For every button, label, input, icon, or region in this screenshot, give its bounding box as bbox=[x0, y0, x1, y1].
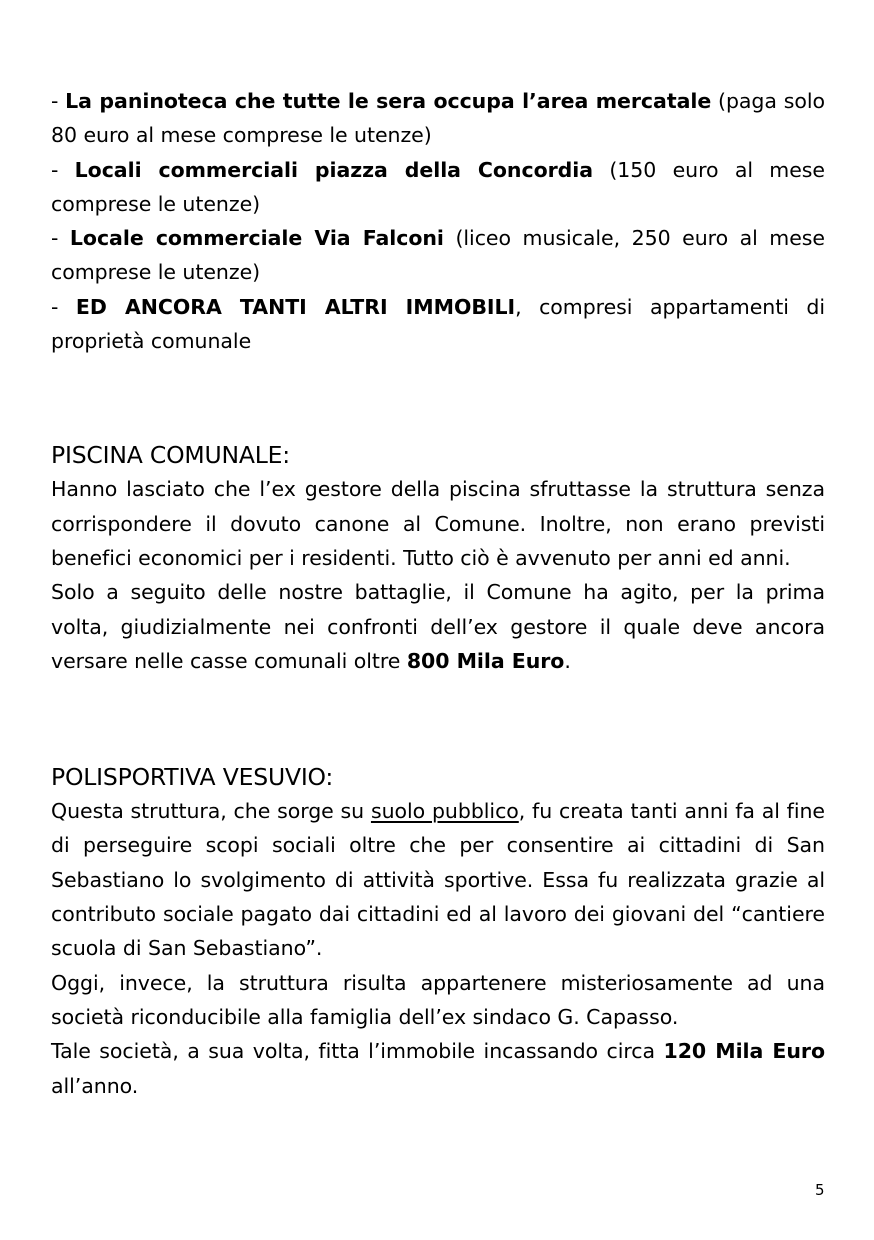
property-list bbox=[51, 84, 825, 358]
text-run: Solo a seguito delle nostre battaglie, il Comune ha agito, per la prima volta, giudizialmente nei confronti dell’ex gestore il quale deve ancora versare nelle casse comunali oltre bbox=[51, 580, 825, 673]
text-run: Tale società, a sua volta, fitta l’immobile incassando circa bbox=[51, 1039, 664, 1064]
section-spacer bbox=[51, 358, 825, 438]
page-content bbox=[51, 84, 825, 1103]
amount-highlight: 120 Mila Euro bbox=[663, 1039, 825, 1064]
text-run: Questa struttura, che sorge su bbox=[51, 799, 371, 824]
piscina-paragraph-2 bbox=[51, 575, 825, 678]
piscina-paragraph-1: Hanno lasciato che l’ex gestore della piscina sfruttasse la struttura senza corrispondere il dovuto canone al Comune. Inoltre, non erano previsti benefici economici per i residenti. Tutto ciò è avvenuto per anni ed anni. bbox=[51, 477, 825, 570]
underlined-text: suolo pubblico bbox=[370, 799, 519, 824]
polisportiva-paragraph-2: Oggi, invece, la struttura risulta appartenere misteriosamente ad una società riconducibile alla famiglia dell’ex sindaco G. Capasso. bbox=[51, 970, 825, 1029]
amount-highlight: 800 Mila Euro bbox=[406, 648, 565, 673]
list-item-falconi bbox=[51, 221, 825, 290]
list-item-paninoteca bbox=[51, 84, 825, 153]
page-number: 5 bbox=[815, 1181, 825, 1199]
text-run: all’anno. bbox=[51, 1073, 139, 1098]
polisportiva-paragraph-1 bbox=[51, 794, 825, 965]
section-spacer bbox=[51, 678, 825, 760]
list-dash: - bbox=[51, 157, 75, 182]
list-item-concordia bbox=[51, 153, 825, 222]
list-item-title: La paninoteca che tutte le sera occupa l’area mercatale bbox=[65, 89, 712, 113]
list-item-title: ED ANCORA TANTI ALTRI IMMOBILI bbox=[75, 294, 516, 319]
text-run: . bbox=[564, 648, 571, 673]
list-dash: - bbox=[51, 89, 66, 113]
section-piscina bbox=[51, 438, 825, 678]
list-dash: - bbox=[51, 226, 70, 251]
section-heading-piscina: PISCINA COMUNALE: bbox=[51, 441, 290, 470]
list-item-detail: (150 euro al mese comprese le utenze) bbox=[51, 157, 825, 216]
text-run: , fu creata tanti anni fa al fine di perseguire scopi sociali oltre che per consentire ai cittadini di San Sebastiano lo svolgimento di attività sportive. Essa fu realizzata grazie al contributo sociale pagato dai cittadini ed al lavoro dei giovani del “cantiere scuola di San Sebastiano”. bbox=[51, 799, 825, 961]
list-item-detail: , compresi appartamenti di proprietà comunale bbox=[51, 294, 825, 354]
section-heading-polisportiva: POLISPORTIVA VESUVIO: bbox=[51, 763, 334, 792]
list-item-title: Locali commerciali piazza della Concordia bbox=[74, 157, 594, 182]
list-item-detail: (liceo musicale, 250 euro al mese comprese le utenze) bbox=[51, 226, 825, 285]
list-item-title: Locale commerciale Via Falconi bbox=[69, 226, 444, 251]
list-item-altri-immobili bbox=[51, 290, 825, 359]
list-item-detail: (paga solo 80 euro al mese comprese le utenze) bbox=[51, 89, 825, 148]
polisportiva-paragraph-3 bbox=[51, 1034, 825, 1103]
section-polisportiva bbox=[51, 760, 825, 1103]
list-dash: - bbox=[51, 294, 76, 319]
